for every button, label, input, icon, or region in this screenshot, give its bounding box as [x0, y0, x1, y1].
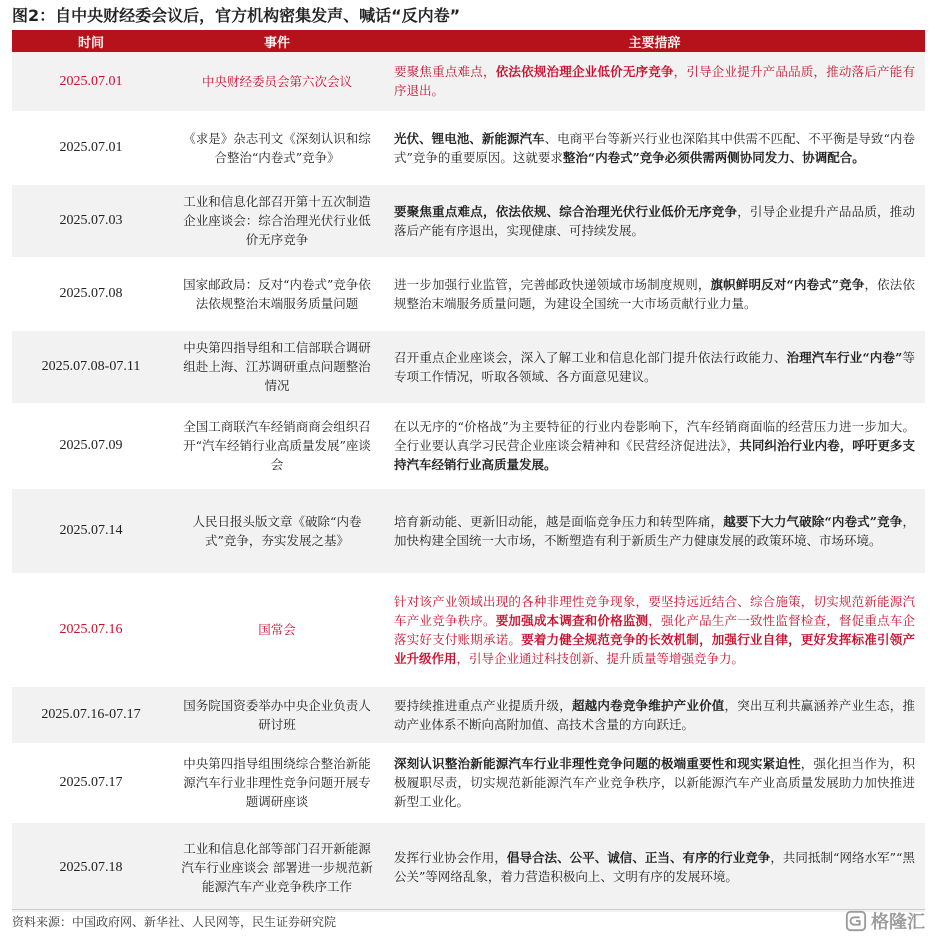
table-row	[12, 257, 925, 330]
table-row	[12, 822, 925, 912]
row-date: 2025.07.08-07.11	[12, 330, 170, 403]
measure-emphasis: 要加强成本调查和价格监测	[495, 612, 649, 628]
measure-emphasis: 治理汽车行业“内卷”	[786, 349, 903, 365]
measure-emphasis: 要着力健全规范竞争的长效机制，加强行业自律，更好发挥标准引领产业升级作用	[394, 631, 915, 666]
measure-emphasis: 旗帜鲜明反对“内卷式”竞争	[710, 276, 865, 292]
row-event: 国务院国资委举办中央企业负责人研讨班	[170, 686, 384, 743]
header-date: 时间	[12, 30, 170, 52]
table-row	[12, 573, 925, 686]
row-event: 《求是》杂志刊文《深刻认识和综合整治“内卷式”竞争》	[170, 111, 384, 184]
row-date: 2025.07.17	[12, 743, 170, 822]
row-date: 2025.07.01	[12, 111, 170, 184]
row-event: 工业和信息化部召开第十五次制造企业座谈会：综合治理光伏行业低价无序竞争	[170, 184, 384, 257]
row-measure	[384, 111, 925, 184]
measure-emphasis: 依法依规治理企业低价无序竞争	[495, 64, 674, 80]
row-date: 2025.07.16-07.17	[12, 686, 170, 743]
measure-text: ，加快构建全国统一大市场，不断塑造有利于新质生产力健康发展的政策环境、市场环境。	[394, 513, 915, 548]
row-date: 2025.07.18	[12, 822, 170, 912]
watermark-logo	[845, 908, 925, 934]
measure-text: 针对该产业领域出现的各种非理性竞争现象，要坚持远近结合、综合施策，切实规范新能源汽车产业竞争秩序。	[394, 593, 915, 628]
measure-emphasis: 共同纠治行业内卷，呼吁更多支持汽车经销行业高质量发展。	[394, 438, 915, 472]
measure-text: 培育新动能、更新旧动能，越是面临竞争压力和转型阵痛，	[394, 513, 724, 529]
row-event: 中央第四指导组围绕综合整治新能源汽车行业非理性竞争问题开展专题调研座谈	[170, 743, 384, 822]
table-header	[12, 30, 925, 52]
measure-text: ，引导企业提升产品品质，推动落后产能有序退出。	[394, 64, 915, 99]
row-measure	[384, 330, 925, 403]
row-date: 2025.07.01	[12, 52, 170, 111]
measure-emphasis: 光伏、锂电池、新能源汽车	[394, 130, 545, 146]
measure-emphasis: 要聚焦重点难点，依法依规、综合治理光伏行业低价无序竞争	[394, 203, 738, 219]
row-date: 2025.07.09	[12, 403, 170, 488]
measure-emphasis: 深刻认识整治新能源汽车行业非理性竞争问题的极端重要性和现实紧迫性	[394, 756, 801, 771]
measure-text: ，共同抵制“网络水军”“黑公关”等网络乱象，着力营造积极向上、文明有序的发展环境。	[394, 850, 915, 884]
row-measure	[384, 686, 925, 743]
row-measure	[384, 257, 925, 330]
measure-emphasis: 整治“内卷式”竞争必须供需两侧协同发力、协调配合。	[562, 149, 865, 165]
logo-icon	[845, 910, 867, 932]
row-date: 2025.07.16	[12, 573, 170, 686]
table-row	[12, 330, 925, 403]
row-event: 国家邮政局：反对“内卷式”竞争依法依规整治末端服务质量问题	[170, 257, 384, 330]
source-note: 资料来源：中国政府网、新华社、人民网等，民生证券研究院	[12, 915, 337, 929]
table-row	[12, 184, 925, 257]
measure-text: ，依法依规整治末端服务质量问题，为建设全国统一大市场贡献行业力量。	[394, 276, 915, 311]
measure-emphasis: 超越内卷竞争维护产业价值	[571, 697, 725, 713]
row-event: 国常会	[170, 573, 384, 686]
measure-text: 等专项工作情况，听取各领域、各方面意见建议。	[394, 349, 915, 384]
measure-text: ，引导企业通过科技创新、提升质量等增强竞争力。	[456, 650, 745, 666]
figure-title: 图2：自中央财经委会议后，官方机构密集发声、喊话“反内卷”	[12, 6, 461, 25]
row-measure	[384, 743, 925, 822]
measure-emphasis: 越要下大力气破除“内卷式”竞争	[723, 513, 903, 529]
measure-text: ，突出互利共赢涵养产业生态，推动产业体系不断向高附加值、高技术含量的方向跃迁。	[394, 697, 915, 732]
measure-text: 要持续推进重点产业提质升级，	[394, 697, 572, 713]
row-event: 工业和信息化部等部门召开新能源汽车行业座谈会 部署进一步规范新能源汽车产业竞争秩序工作	[170, 822, 384, 912]
measure-text: 要聚焦重点难点，	[394, 64, 496, 80]
row-date: 2025.07.14	[12, 488, 170, 573]
table-row	[12, 488, 925, 573]
measure-text: 、电商平台等新兴行业也深陷其中供需不匹配、不平衡是导致“内卷式”竞争的重要原因。这就要求	[394, 130, 915, 165]
table-row	[12, 52, 925, 111]
row-measure	[384, 822, 925, 912]
watermark-text: 格隆汇	[871, 912, 925, 933]
row-date: 2025.07.08	[12, 257, 170, 330]
measure-text: 召开重点企业座谈会，深入了解工业和信息化部门提升依法行政能力、	[394, 349, 787, 365]
measure-text: 在以无序的“价格战”为主要特征的行业内卷影响下，汽车经销商面临的经营压力进一步加大。全行业要认真学习民营企业座谈会精神和《民营经济促进法》，	[394, 419, 915, 453]
row-event: 人民日报头版文章《破除“内卷式”竞争，夯实发展之基》	[170, 488, 384, 573]
footer-divider	[12, 909, 925, 910]
table-container	[12, 30, 925, 913]
table-row	[12, 403, 925, 488]
table-body	[12, 52, 925, 912]
measure-text: ，强化产品生产一致性监督检查，督促重点车企落实好支付账期承诺。	[394, 612, 915, 647]
table-row	[12, 111, 925, 184]
table-row	[12, 686, 925, 743]
measure-text: ，强化担当作为，积极履职尽责，切实规范新能源汽车产业竞争秩序，以新能源汽车产业高质量发展助力加快推进新型工业化。	[394, 756, 915, 809]
measure-text: ，引导企业提升产品品质，推动落后产能有序退出，实现健康、可持续发展。	[394, 203, 915, 238]
table-row	[12, 743, 925, 822]
row-event: 全国工商联汽车经销商商会组织召开“汽车经销行业高质量发展”座谈会	[170, 403, 384, 488]
header-event: 事件	[170, 30, 384, 52]
measure-text: 进一步加强行业监管，完善邮政快递领域市场制度规则，	[394, 276, 711, 292]
row-measure	[384, 488, 925, 573]
measure-text: 发挥行业协会作用，	[394, 850, 507, 865]
row-date: 2025.07.03	[12, 184, 170, 257]
row-measure	[384, 403, 925, 488]
measure-emphasis: 倡导合法、公平、诚信、正当、有序的行业竞争	[506, 850, 771, 865]
row-event: 中央第四指导组和工信部联合调研组赴上海、江苏调研重点问题整治情况	[170, 330, 384, 403]
policy-table	[12, 30, 925, 913]
row-event: 中央财经委员会第六次会议	[170, 52, 384, 111]
row-measure	[384, 52, 925, 111]
header-measure: 主要措辞	[384, 30, 925, 52]
row-measure	[384, 573, 925, 686]
row-measure	[384, 184, 925, 257]
